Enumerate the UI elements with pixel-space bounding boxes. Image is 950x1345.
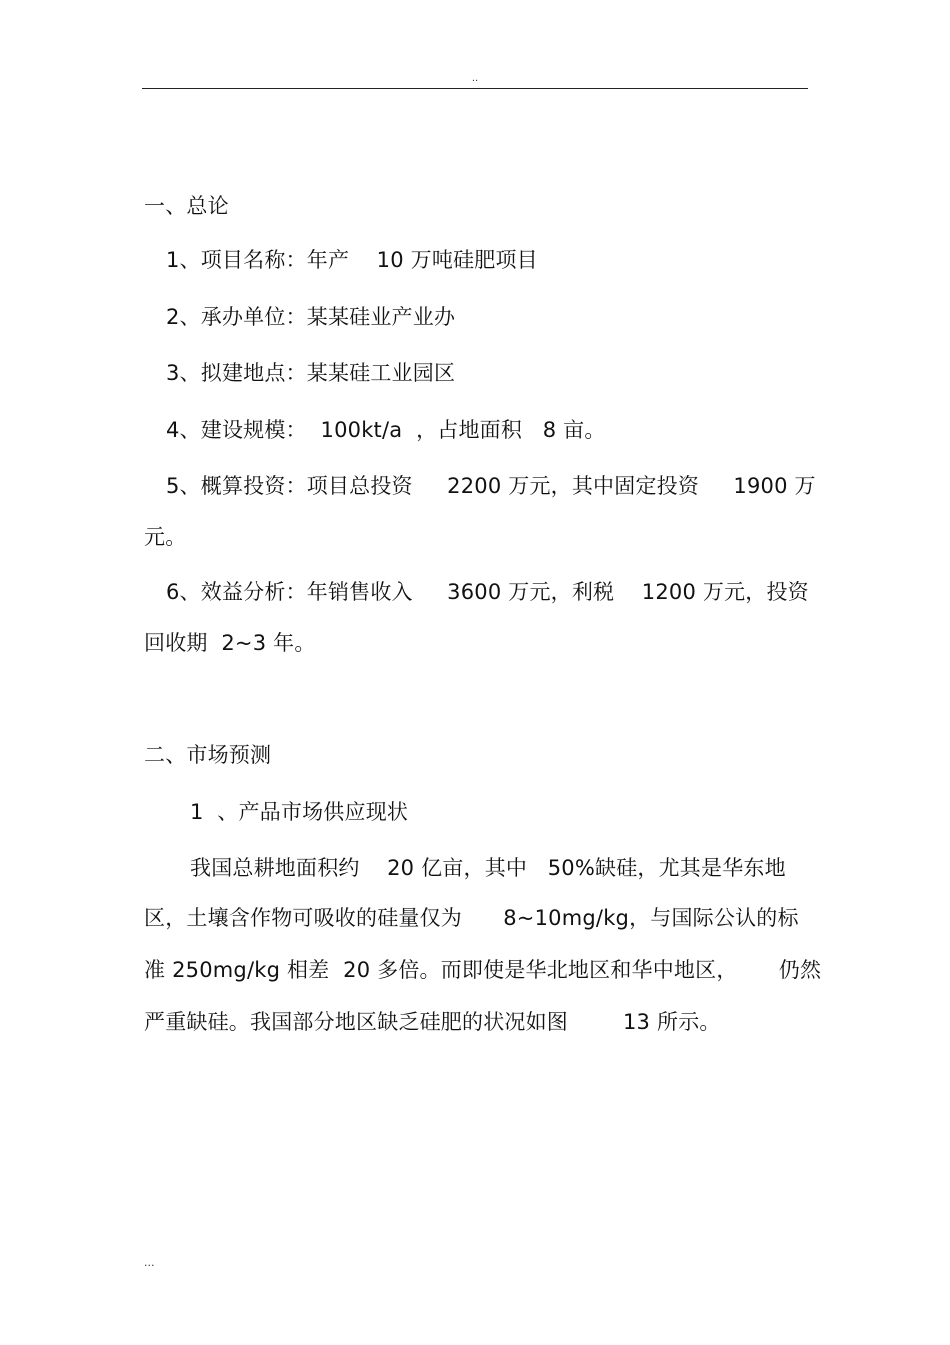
item-investment: 5、概算投资：项目总投资 2200 万元，其中固定投资 1900 万 (166, 474, 816, 498)
item-investment-cont: 元。 (144, 525, 187, 549)
item-project-name: 1、项目名称：年产 10 万吨硅肥项目 (166, 248, 538, 272)
paragraph-line: 区，土壤含作物可吸收的硅量仅为 8~10mg/kg，与国际公认的标 (144, 906, 799, 930)
item-benefit: 6、效益分析：年销售收入 3600 万元，利税 1200 万元，投资 (166, 580, 809, 604)
paragraph-line: 我国总耕地面积约 20 亿亩，其中 50%缺硅，尤其是华东地 (190, 856, 786, 880)
item-scale: 4、建设规模： 100kt/a ，占地面积 8 亩。 (166, 418, 606, 442)
header-rule (142, 88, 808, 89)
section-heading-overview: 一、总论 (144, 194, 229, 218)
footer-mark: ... (144, 1256, 155, 1269)
paragraph-line: 准 250mg/kg 相差 20 多倍。而即使是华北地区和华中地区， 仍然 (144, 958, 822, 982)
item-location: 3、拟建地点：某某硅工业园区 (166, 361, 456, 385)
item-benefit-cont: 回收期 2~3 年。 (144, 631, 316, 655)
header-mark: .. (471, 73, 479, 84)
subsection-heading: 1 、产品市场供应现状 (190, 800, 409, 824)
paragraph-line: 严重缺硅。我国部分地区缺乏硅肥的状况如图 13 所示。 (144, 1010, 721, 1034)
item-organizer: 2、承办单位：某某硅业产业办 (166, 305, 456, 329)
section-heading-market: 二、市场预测 (144, 743, 272, 767)
